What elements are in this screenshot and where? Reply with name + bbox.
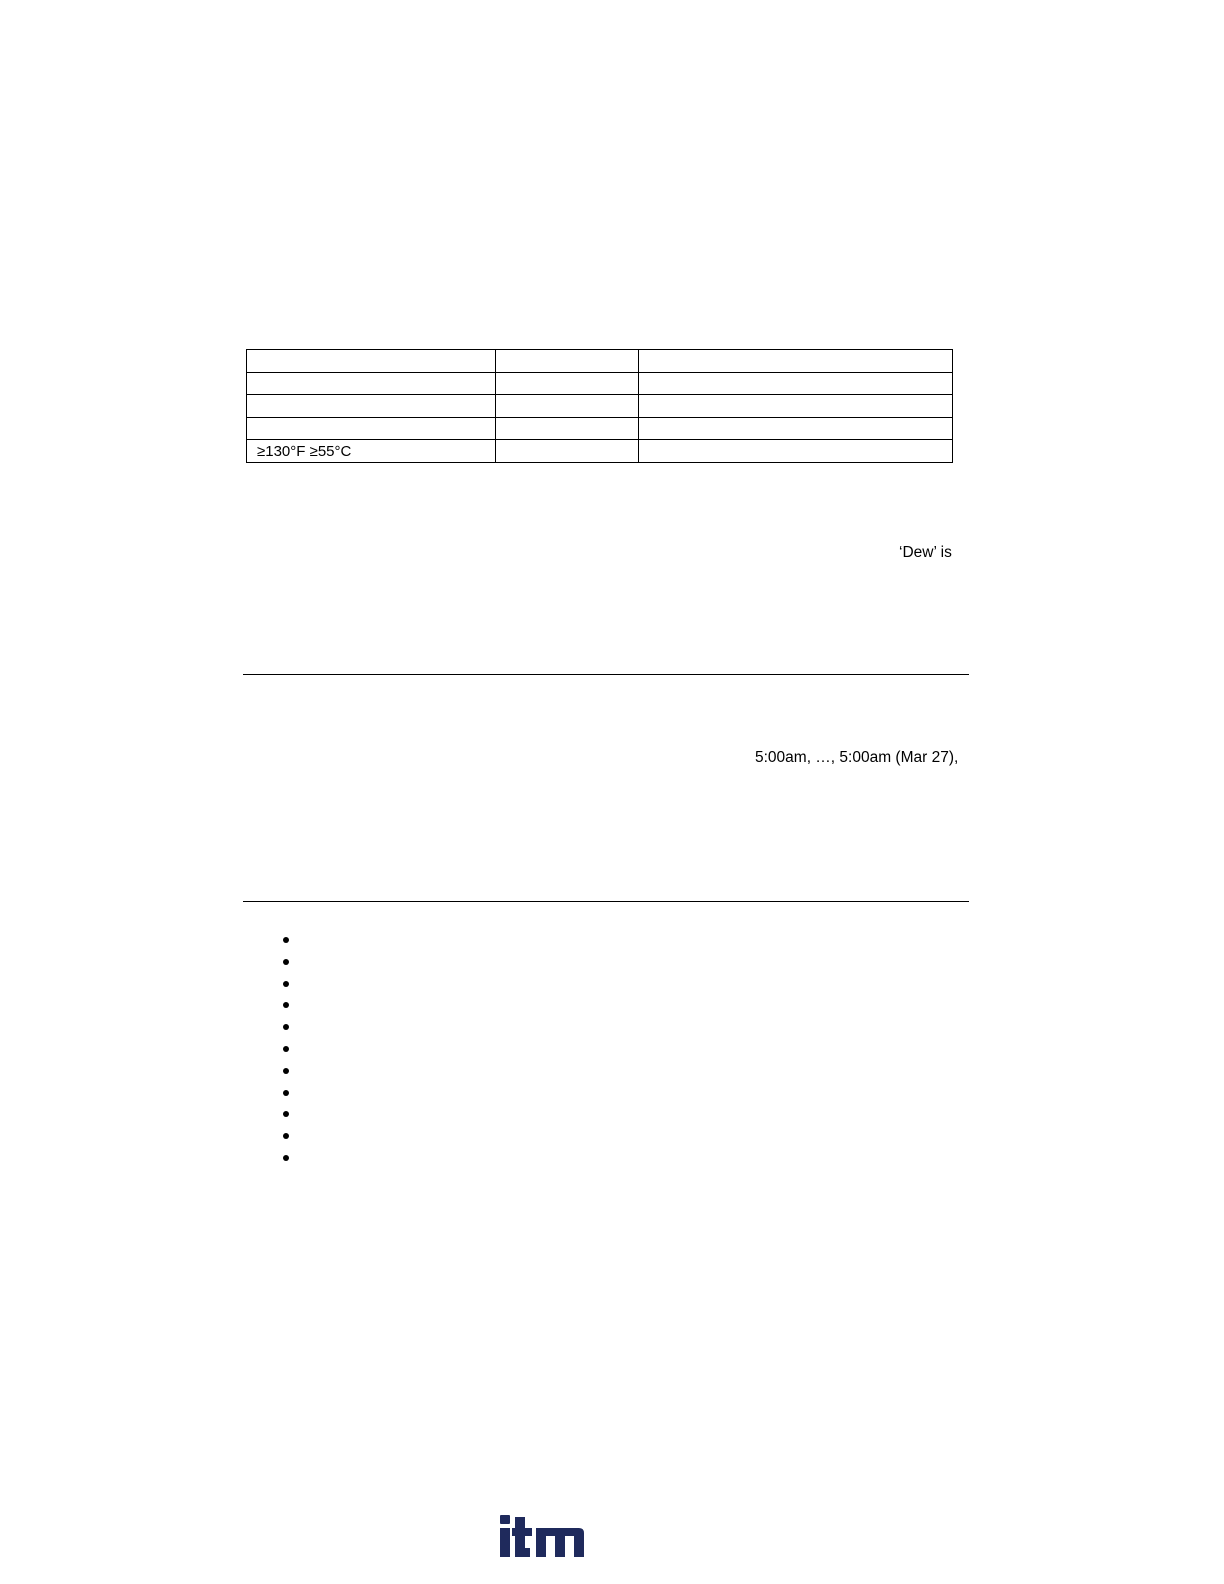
- table-cell: [639, 395, 953, 418]
- bullet-icon: [283, 959, 289, 965]
- table-row: [247, 350, 953, 373]
- bullet-icon: [283, 1068, 289, 1074]
- table-cell: [247, 395, 496, 418]
- table-cell: [247, 350, 496, 373]
- table-row: [247, 372, 953, 395]
- dew-text-fragment: ‘Dew’ is: [899, 544, 952, 561]
- table-cell: [496, 372, 639, 395]
- table-cell: [639, 440, 953, 463]
- bullet-icon: [283, 981, 289, 987]
- bullet-icon: [283, 1133, 289, 1139]
- table-cell: [639, 417, 953, 440]
- heat-index-table: [246, 349, 953, 463]
- table-cell: [496, 395, 639, 418]
- itm-logo: [500, 1515, 590, 1557]
- table-cell: [639, 372, 953, 395]
- table-row: [247, 440, 953, 463]
- bullet-icon: [283, 1155, 289, 1161]
- bullet-icon: [283, 1090, 289, 1096]
- time-text-fragment: 5:00am, …, 5:00am (Mar 27),: [755, 749, 959, 766]
- bullet-icon: [283, 1046, 289, 1052]
- table-cell: [496, 440, 639, 463]
- section-divider: [243, 674, 969, 675]
- table-cell: [247, 372, 496, 395]
- section-divider: [243, 901, 969, 902]
- table-cell: [247, 417, 496, 440]
- table-cell: [496, 417, 639, 440]
- table-cell-temperature: ≥130°F ≥55°C: [247, 440, 496, 463]
- table-row: [247, 417, 953, 440]
- table-cell: [639, 350, 953, 373]
- bullet-icon: [283, 937, 289, 943]
- table-cell: [496, 350, 639, 373]
- bullet-icon: [283, 1111, 289, 1117]
- itm-logo-mark: [500, 1515, 584, 1557]
- bullet-icon: [283, 1024, 289, 1030]
- bullet-icon: [283, 1002, 289, 1008]
- table-row: [247, 395, 953, 418]
